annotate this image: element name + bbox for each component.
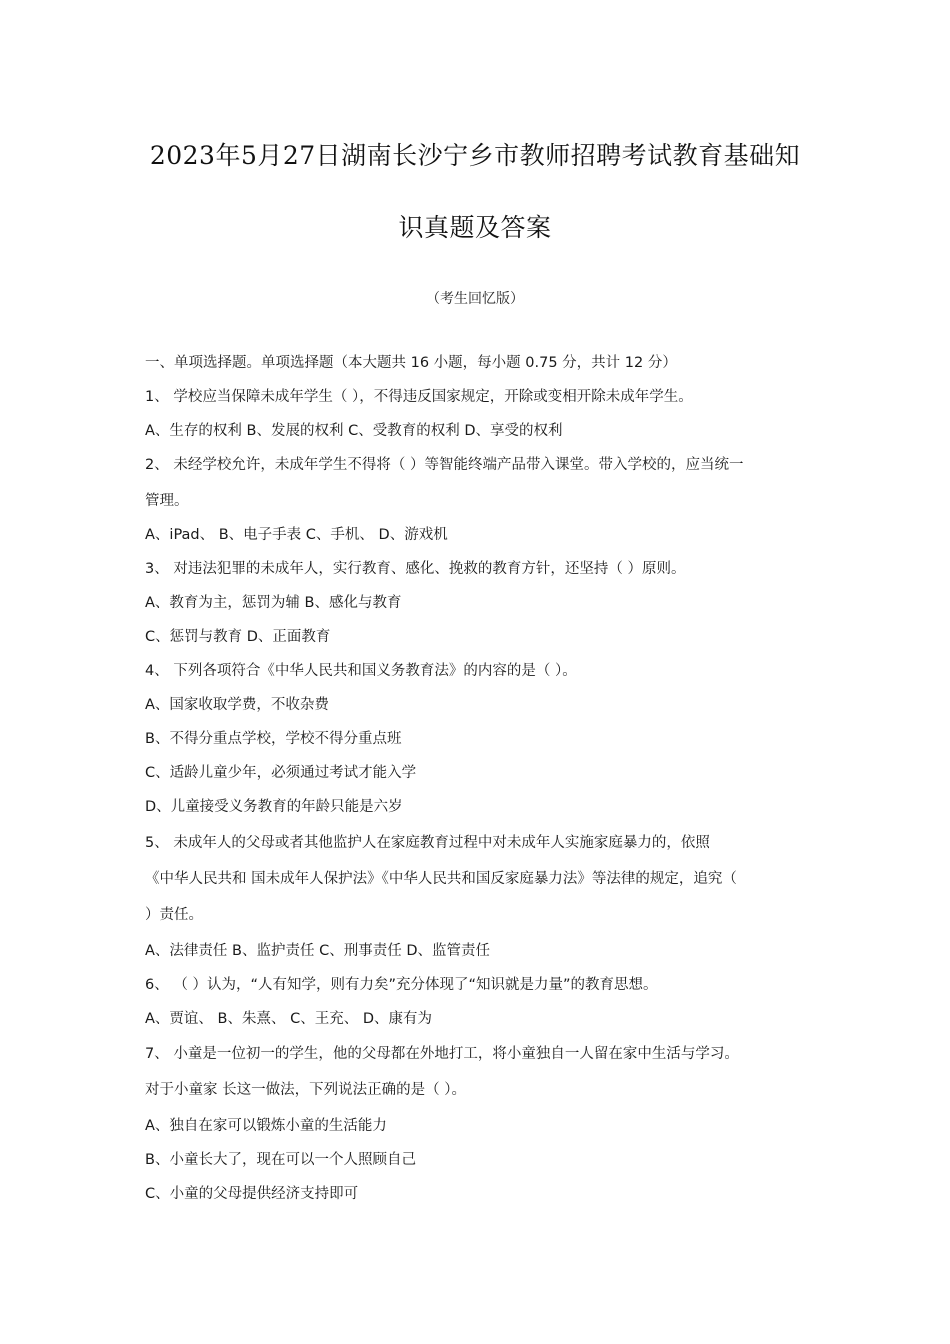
question-7-continued: 对于小童家 长这一做法，下列说法正确的是（ ）。 bbox=[145, 1082, 466, 1098]
question-5-continued: 《中华人民共和 国未成年人保护法》《中华人民共和国反家庭暴力法》等法律的规定，追究（ bbox=[145, 871, 737, 887]
question-5: 5、 未成年人的父母或者其他监护人在家庭教育过程中对未成年人实施家庭暴力的，依照 bbox=[145, 835, 710, 851]
question-7: 7、 小童是一位初一的学生，他的父母都在外地打工，将小童独自一人留在家中生活与学习。 bbox=[145, 1046, 739, 1062]
document-title-line-1: 2023年5月27日湖南长沙宁乡市教师招聘考试教育基础知 bbox=[149, 141, 801, 170]
question-2: 2、 未经学校允许，未成年学生不得将（ ）等智能终端产品带入课堂。带入学校的，应当统一 bbox=[145, 457, 744, 473]
document-subtitle: （考生回忆版） bbox=[426, 291, 524, 307]
question-4: 4、 下列各项符合《中华人民共和国义务教育法》的内容的是（ ）。 bbox=[145, 663, 577, 679]
question-6: 6、 （ ）认为，“人有知学，则有力矣”充分体现了“知识就是力量”的教育思想。 bbox=[145, 977, 658, 993]
question-4-option-d: D、儿童接受义务教育的年龄只能是六岁 bbox=[145, 799, 403, 815]
question-1: 1、 学校应当保障未成年学生（ ），不得违反国家规定，开除或变相开除未成年学生。 bbox=[145, 389, 693, 405]
question-3-options-a: A、教育为主，惩罚为辅 B、感化与教育 bbox=[145, 595, 402, 611]
question-4-option-a: A、国家收取学费，不收杂费 bbox=[145, 697, 329, 713]
question-4-option-c: C、适龄儿童少年，必须通过考试才能入学 bbox=[145, 765, 417, 781]
question-7-option-c: C、小童的父母提供经济支持即可 bbox=[145, 1186, 359, 1202]
question-7-option-a: A、独自在家可以锻炼小童的生活能力 bbox=[145, 1118, 387, 1134]
question-3-options-c: C、惩罚与教育 D、正面教育 bbox=[145, 629, 331, 645]
question-5-continued-2: ）责任。 bbox=[145, 907, 203, 923]
question-1-options: A、生存的权利 B、发展的权利 C、受教育的权利 D、享受的权利 bbox=[145, 423, 563, 439]
question-7-option-b: B、小童长大了，现在可以一个人照顾自己 bbox=[145, 1152, 416, 1168]
question-2-continued: 管理。 bbox=[145, 493, 189, 509]
document-title-line-2: 识真题及答案 bbox=[398, 213, 552, 242]
question-4-option-b: B、不得分重点学校，学校不得分重点班 bbox=[145, 731, 402, 747]
question-2-options: A、iPad、 B、电子手表 C、手机、 D、游戏机 bbox=[145, 527, 448, 543]
section-heading: 一、单项选择题。单项选择题（本大题共 16 小题，每小题 0.75 分，共计 12 分） bbox=[145, 355, 677, 371]
question-6-options: A、贾谊、 B、朱熹、 C、王充、 D、康有为 bbox=[145, 1011, 432, 1027]
question-5-options: A、法律责任 B、监护责任 C、刑事责任 D、监管责任 bbox=[145, 943, 490, 959]
question-3: 3、 对违法犯罪的未成年人，实行教育、感化、挽救的教育方针，还坚持（ ）原则。 bbox=[145, 561, 686, 577]
